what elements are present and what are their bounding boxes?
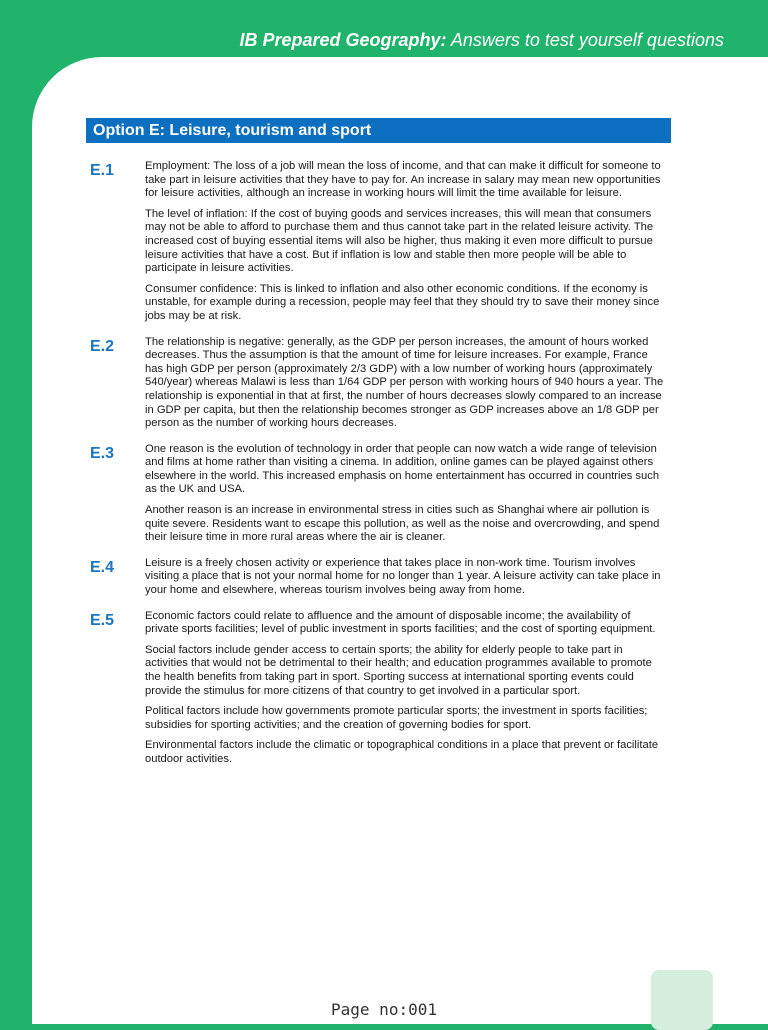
entry-paragraph: Consumer confidence: This is linked to inflation and also other economic conditions. If the economy is unstable, for example during a recession, people may feel that they should try to save their money since jobs may be at risk. xyxy=(145,282,660,322)
entry-number: E.2 xyxy=(90,337,115,355)
entry-paragraph: Political factors include how governments promote particular sports; the investment in sports facilities; subsidies for sporting activities; and the creation of governing bodies for sport. xyxy=(145,705,648,731)
header-title xyxy=(239,30,724,51)
entry-paragraph: One reason is the evolution of technology in order that people can now watch a wide range of television and films at home rather than visiting a cinema. In addition, online games can be played against others elsewhere in the world. This increased emphasis on home entertainment has occurred in countries such as the UK and USA. xyxy=(145,442,660,496)
entry-body xyxy=(145,160,665,324)
entry-body xyxy=(145,336,665,431)
entry-e5 xyxy=(90,610,672,767)
entry-body xyxy=(145,610,665,767)
entry-paragraph: Leisure is a freely chosen activity or experience that takes place in non-work time. Tourism involves visiting a place that is not your normal home for no longer than 1 year. A leisure activity can take place in your home and elsewhere, whereas tourism involves being away from home. xyxy=(145,556,661,597)
corner-tab xyxy=(651,970,713,1030)
entry-number: E.1 xyxy=(90,162,115,179)
entry-paragraph: Social factors include gender access to certain sports; the ability for elderly people to take part in activities that would not be detrimental to their health; and education programmes available to promote the health benefits from taking part in sport. Sporting success at international sporting events could provide the stimulus for more citizens of that country to get involved in a particular sport. xyxy=(145,643,652,697)
entry-body xyxy=(145,443,665,545)
section-title: Option E: Leisure, tourism and sport xyxy=(93,122,372,139)
entry-paragraph: The relationship is negative: generally, as the GDP per person increases, the amount of hours worked decreases. Thus the assumption is that the amount of time for leisure increases. For example, France has high GDP per person (approximately 2/3 GDP) with a low number of working hours (approximately 540/year) whereas Malawi is less than 1/64 GDP per person with working hours of 940 hours a year. The relationship is exponential in that at first, the number of hours decreases slowly compared to an increase in GDP per capita, but then the relationship becomes stronger as GDP increases above an 1/8 GDP per person as the number of working hours decreases. xyxy=(145,335,664,430)
entry-e3 xyxy=(90,443,672,545)
entry-e1 xyxy=(90,160,672,324)
section-banner xyxy=(86,118,671,143)
entry-body xyxy=(145,557,665,598)
page-number: Page no:001 xyxy=(331,1000,437,1019)
entry-paragraph: Another reason is an increase in environmental stress in cities such as Shanghai where air pollution is quite severe. Residents want to escape this pollution, as well as the noise and overcrowding, and spend their leisure time in more rural areas where the air is cleaner. xyxy=(145,504,660,544)
entry-paragraph: Economic factors could relate to affluence and the amount of disposable income; the availability of private sports facilities; level of public investment in sports facilities; and the cost of sporting equipment. xyxy=(145,609,656,636)
entry-e2 xyxy=(90,336,672,431)
entry-paragraph: Environmental factors include the climatic or topographical conditions in a place that prevent or facilitate outdoor activities. xyxy=(145,739,659,765)
entry-paragraph: The level of inflation: If the cost of buying goods and services increases, this will mean that consumers may not be able to afford to purchase them and thus cannot take part in the related leisure activity. The increased cost of buying essential items will also be higher, thus making it even more difficult to pursue leisure activities that have a cost. But if inflation is low and stable then more people will be able to participate in leisure activities. xyxy=(145,207,654,275)
entry-number: E.3 xyxy=(90,444,115,462)
entry-e4 xyxy=(90,557,672,598)
entry-paragraph: Employment: The loss of a job will mean the loss of income, and that can make it difficult for someone to take part in leisure activities that they have to pay for. An increase in salary may mean new opportunities for leisure activities, although an increase in working hours will limit the time available for leisure. xyxy=(145,160,661,200)
header-title-rest: Answers to test yourself questions xyxy=(450,30,724,50)
header-title-bold: IB Prepared Geography: xyxy=(239,30,447,50)
entry-number: E.5 xyxy=(90,611,115,629)
entry-number: E.4 xyxy=(90,558,115,576)
entries-list xyxy=(90,160,672,779)
